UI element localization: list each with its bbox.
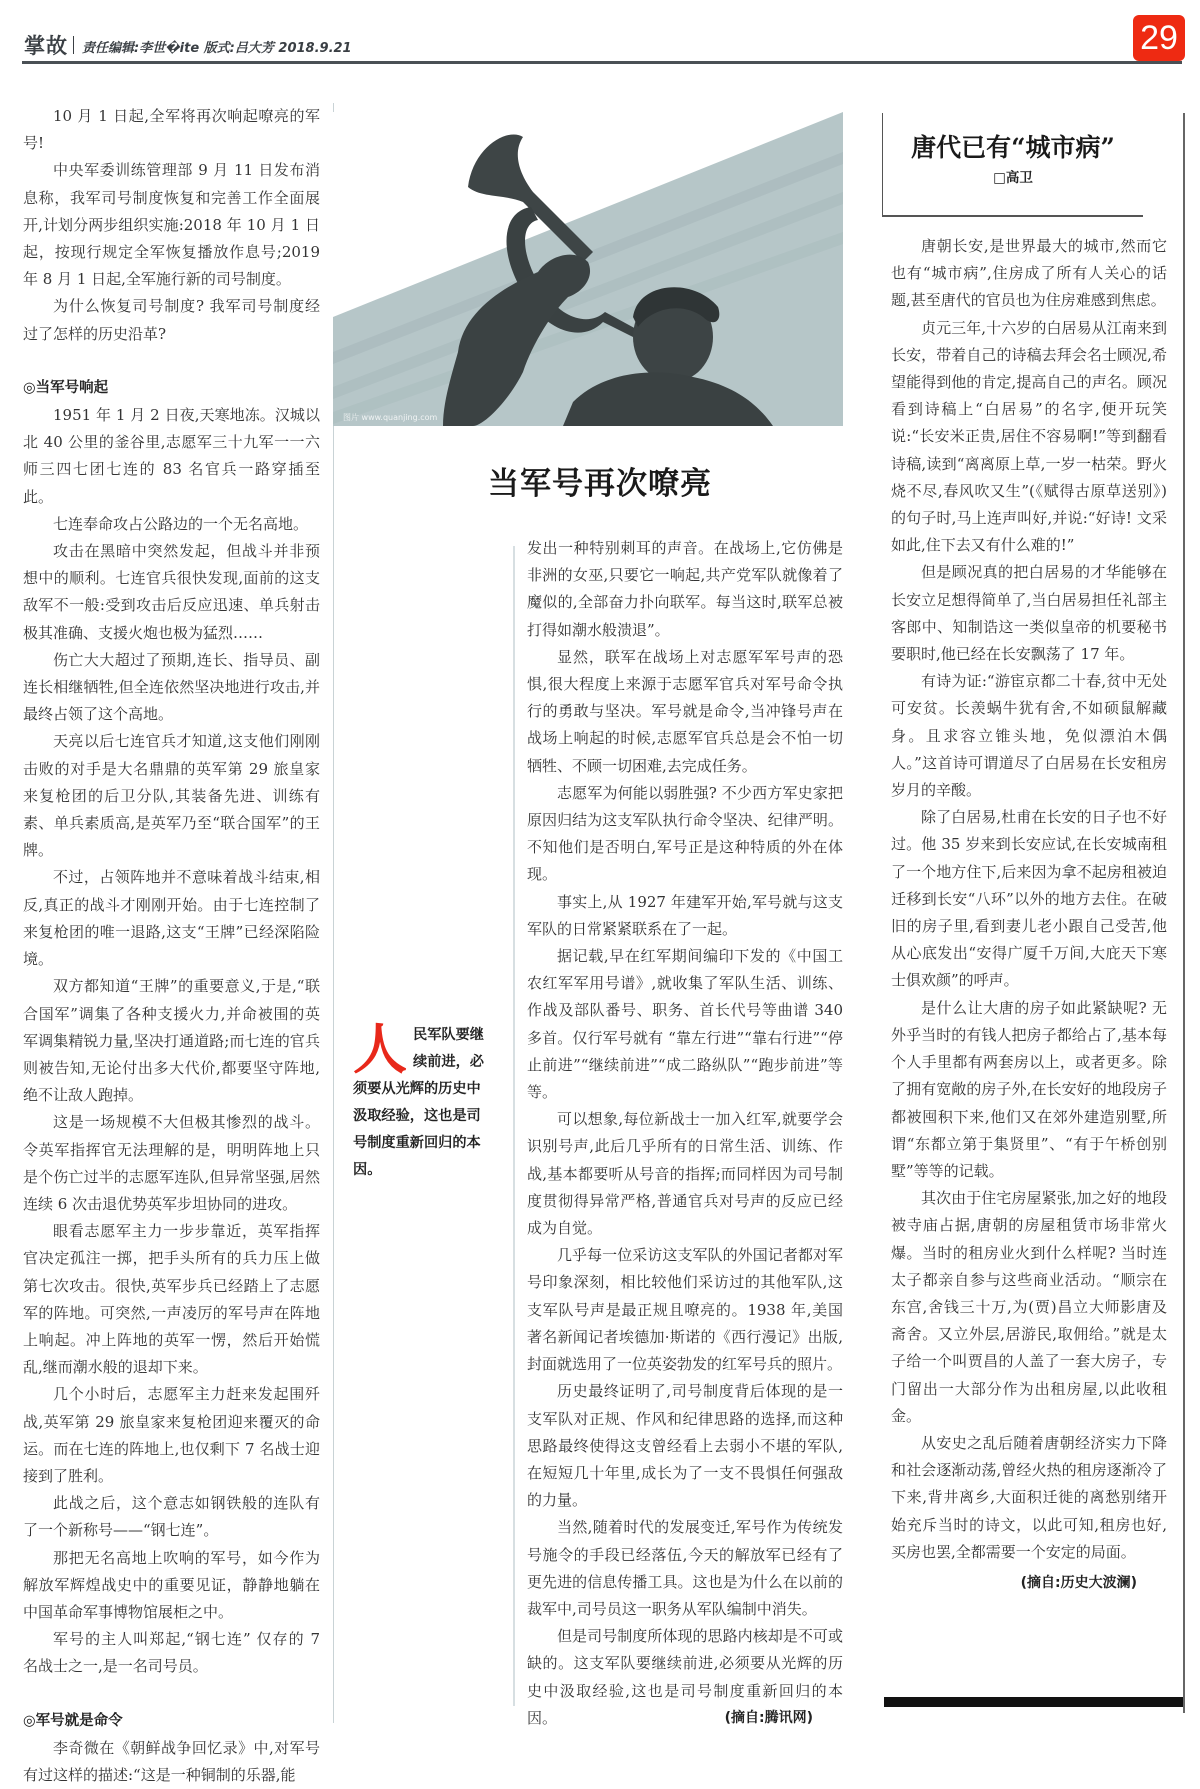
paragraph: 1951 年 1 月 2 日夜,天寒地冻。汉城以北 40 公里的釜谷里,志愿军三十九军一一六师三四七团七连的 83 名官兵一路穿插至此。 bbox=[23, 406, 320, 506]
side-article-border bbox=[1183, 113, 1185, 1713]
bugler-statue-photo bbox=[333, 112, 843, 426]
side-article-bottom-bar bbox=[884, 1697, 1183, 1707]
paragraph: 那把无名高地上吹响的军号，如今作为解放军辉煌战史中的重要见证，静静地躺在中国革命军事博物馆展柜之中。 bbox=[23, 1548, 320, 1621]
page-number-badge: 29 bbox=[1133, 15, 1185, 61]
paragraph: 除了白居易,杜甫在长安的日子也不好过。他 35 岁来到长安应试,在长安城南租了一个地方住下,后来因为拿不起房租被迫迁移到长安“八环”以外的地方去住。在破旧的房子里,看到妻儿老小跟自己受苦,他从心底发出“安得广厦千万间,大庇天下寒士俱欢颜”的呼声。 bbox=[891, 808, 1167, 990]
pull-quote bbox=[353, 1017, 485, 1184]
pull-quote-text: 民军队要继续前进，必须要从光辉的历史中汲取经验，这也是司号制度重新回归的本因。 bbox=[353, 1027, 484, 1178]
paragraph: 从安史之乱后随着唐朝经济实力下降和社会逐渐动荡,曾经火热的租房逐渐冷了下来,背井离乡,大面积迁徙的离愁别绪开始充斥当时的诗文，以此可知,租房也好,买房也罢,全都需要一个安定的局面。 bbox=[891, 1433, 1167, 1561]
side-article-title: 唐代已有“城市病” bbox=[911, 133, 1115, 162]
header-divider bbox=[73, 36, 74, 54]
side-article-source: (摘自:历史大波澜) bbox=[1020, 1574, 1137, 1591]
main-article-left-column bbox=[23, 103, 320, 1789]
pull-quote-divider bbox=[513, 546, 515, 1706]
section-heading: ◎军号就是命令 bbox=[23, 1712, 123, 1729]
paragraph: 唐朝长安,是世界最大的城市,然而它也有“城市病”,住房成了所有人关心的话题,甚至唐代的官员也为住房难感到焦虑。 bbox=[891, 237, 1167, 310]
paragraph: 发出一种特别刺耳的声音。在战场上,它仿佛是非洲的女巫,只要它一响起,共产党军队就像着了魔似的,全部奋力扑向联军。每当这时,联军总被打得如潮水般溃退”。 bbox=[527, 539, 843, 639]
paragraph: 是什么让大唐的房子如此紧缺呢? 无外乎当时的有钱人把房子都给占了,基本每个人手里都有两套房以上，或者更多。除了拥有宽敞的房子外,在长安好的地段房子都被囤积下来,他们又在郊外建造别墅,所谓“东都立第于集贤里”、“有于午桥创别墅”等等的记载。 bbox=[891, 998, 1167, 1180]
paragraph: 不过，占领阵地并不意味着战斗结束,相反,真正的战斗才刚刚开始。由于七连控制了来复枪团的唯一退路,这支“王牌”已经深陷险境。 bbox=[23, 868, 320, 969]
paragraph: 但是司号制度所体现的思路内核却是不可或缺的。这支军队要继续前进,必须要从光辉的历史中汲取经验,这也是司号制度重新回归的本因。 bbox=[527, 1627, 843, 1727]
editor-info: 责任编辑:李世�ite 版式:吕大芳 2018.9.21 bbox=[82, 41, 352, 56]
paragraph: 中央军委训练管理部 9 月 11 日发布消息称，我军司号制度恢复和完善工作全面展开,计划分两步组织实施:2018 年 10 月 1 日起，按现行规定全军恢复播放作息号;2019 年 8 月 1 日起,全军施行新的司号制度。 bbox=[23, 161, 320, 289]
paragraph: 事实上,从 1927 年建军开始,军号就与这支军队的日常紧紧联系在了一起。 bbox=[527, 892, 843, 938]
section-title: 掌故 bbox=[24, 34, 68, 58]
paragraph: 这是一场规模不大但极其惨烈的战斗。令英军指挥官无法理解的是，明明阵地上只是个伤亡过半的志愿军连队,但异常坚强,居然连续 6 次击退优势英军步坦协同的进攻。 bbox=[23, 1113, 320, 1213]
section-gap bbox=[23, 1681, 320, 1708]
pull-quote-dropcap: 人 bbox=[353, 1017, 407, 1081]
paragraph: 几乎每一位采访这支军队的外国记者都对军号印象深刻，相比较他们采访过的其他军队,这支军队号声是最正规且嘹亮的。1938 年,美国著名新闻记者埃德加·斯诺的《西行漫记》出版,封面就选用了一位英姿勃发的红军号兵的照片。 bbox=[527, 1246, 843, 1374]
paragraph: 当然,随着时代的发展变迁,军号作为传统发号施令的手段已经落伍,今天的解放军已经有了更先进的信息传播工具。这也是为什么在以前的裁军中,司号员这一职务从军队编制中消失。 bbox=[527, 1518, 843, 1618]
side-article-author: □高卫 bbox=[993, 170, 1033, 186]
side-article-body bbox=[891, 233, 1167, 1597]
header-rule bbox=[22, 61, 1182, 64]
main-article-title: 当军号再次嘹亮 bbox=[488, 466, 712, 502]
section-heading: ◎当军号响起 bbox=[23, 379, 109, 396]
main-article-middle-column bbox=[527, 535, 843, 1732]
paragraph: 但是顾况真的把白居易的才华能够在长安立足想得简单了,当白居易担任礼部主客郎中、知制诰这一类似皇帝的机要秘书要职时,他已经在长安飘荡了 17 年。 bbox=[891, 563, 1167, 664]
paragraph: 此战之后，这个意志如钢铁般的连队有了一个新称号——“钢七连”。 bbox=[23, 1494, 320, 1540]
paragraph: 据记载,早在红军期间编印下发的《中国工农红军军用号谱》,就收集了军队生活、训练、作战及部队番号、职务、首长代号等曲谱 340 多首。仅行军号就有 “靠左行进”“靠右行进”“停止前进”“继续前进”“成二路纵队”“跑步前进”等等。 bbox=[527, 947, 843, 1102]
paragraph: 双方都知道“王牌”的重要意义,于是,“联合国军”调集了各种支援火力,并命被围的英军调集精锐力量,坚决打通道路;而七连的官兵则被告知,无论付出多大代价,都要坚守阵地,绝不让敌人跑掉。 bbox=[23, 977, 320, 1105]
paragraph: 李奇微在《朝鲜战争回忆录》中,对军号有过这样的描述:“这是一种铜制的乐器,能 bbox=[23, 1738, 320, 1784]
paragraph: 有诗为证:“游宦京都二十春,贫中无处可安贫。长羡蜗牛犹有舍,不如硕鼠解藏身。且求容立锥头地，免似漂泊木偶人。”这首诗可谓道尽了白居易在长安租房岁月的辛酸。 bbox=[891, 672, 1167, 800]
paragraph: 攻击在黑暗中突然发起，但战斗并非预想中的顺利。七连官兵很快发现,面前的这支敌军不一般:受到攻击后反应迅速、单兵射击极其准确、支援火炮也极为猛烈…… bbox=[23, 542, 320, 642]
paragraph: 10 月 1 日起,全军将再次响起嘹亮的军号! bbox=[23, 107, 320, 153]
section-gap bbox=[23, 348, 320, 375]
paragraph: 其次由于住宅房屋紧张,加之好的地段被寺庙占据,唐朝的房屋租赁市场非常火爆。当时的租房业火到什么样呢? 当时连太子都亲自参与这些商业活动。“顺宗在东宫,舍钱三十万,为(贾)昌立大师影唐及斋舍。又立外层,居游民,取佣给。”就是太子给一个叫贾昌的人盖了一套大房子，专门留出一大部分作为出租房屋,以此收租金。 bbox=[891, 1189, 1167, 1425]
main-article-source: (摘自:腾讯网) bbox=[724, 1709, 813, 1726]
paragraph: 历史最终证明了,司号制度背后体现的是一支军队对正规、作风和纪律思路的选择,而这种思路最终使得这支曾经看上去弱小不堪的军队,在短短几十年里,成长为了一支不畏惧任何强敌的力量。 bbox=[527, 1382, 843, 1510]
paragraph: 显然，联军在战场上对志愿军军号声的恐惧,很大程度上来源于志愿军官兵对军号命令执行的勇敢与坚决。军号就是命令,当冲锋号声在战场上响起的时候,志愿军官兵总是会不怕一切牺牲、不顾一切困难,去完成任务。 bbox=[527, 647, 843, 775]
paragraph: 几个小时后，志愿军主力赶来发起围歼战,英军第 29 旅皇家来复枪团迎来覆灭的命运。而在七连的阵地上,也仅剩下 7 名战士迎接到了胜利。 bbox=[23, 1385, 320, 1485]
paragraph: 军号的主人叫郑起,“钢七连” 仅存的 7 名战士之一,是一名司号员。 bbox=[23, 1630, 320, 1676]
paragraph: 七连奉命攻占公路边的一个无名高地。 bbox=[53, 514, 309, 533]
bugler-statue-illustration bbox=[333, 112, 843, 426]
paragraph: 志愿军为何能以弱胜强? 不少西方军史家把原因归结为这支军队执行命令坚决、纪律严明。不知他们是否明白,军号正是这种特质的外在体现。 bbox=[527, 783, 843, 884]
paragraph: 贞元三年,十六岁的白居易从江南来到长安，带着自己的诗稿去拜会名士顾况,希望能得到他的肯定,提高自己的声名。顾况看到诗稿上“白居易”的名字,便开玩笑说:“长安米正贵,居住不容易啊!”等到翻看诗稿,读到“离离原上草,一岁一枯荣。野火烧不尽,春风吹又生”(《赋得古原草送别》)的句子时,马上连声叫好,并说:“好诗! 文采如此,住下去又有什么难的!” bbox=[891, 318, 1167, 555]
paragraph: 伤亡大大超过了预期,连长、指导员、副连长相继牺牲,但全连依然坚决地进行攻击,并最终占领了这个高地。 bbox=[23, 650, 320, 724]
paragraph: 天亮以后七连官兵才知道,这支他们刚刚击败的对手是大名鼎鼎的英军第 29 旅皇家来复枪团的后卫分队,其装备先进、训练有素、单兵素质高,是英军乃至“联合国军”的王牌。 bbox=[23, 732, 320, 860]
paragraph: 为什么恢复司号制度? 我军司号制度经过了怎样的历史沿革? bbox=[23, 297, 320, 343]
paragraph: 可以想象,每位新战士一加入红军,就要学会识别号声,此后几乎所有的日常生活、训练、作战,基本都要听从号音的指挥;而同样因为司号制度贯彻得异常严格,普通官兵对号声的反应已经成为自觉。 bbox=[527, 1110, 843, 1238]
photo-credit: 图片 www.quanjing.com bbox=[343, 413, 438, 422]
paragraph: 眼看志愿军主力一步步靠近，英军指挥官决定孤注一掷，把手头所有的兵力压上做第七次攻击。很快,英军步兵已经踏上了志愿军的阵地。可突然,一声凌厉的军号声在阵地上响起。冲上阵地的英军一愣，然后开始慌乱,继而潮水般的退却下来。 bbox=[23, 1222, 320, 1377]
